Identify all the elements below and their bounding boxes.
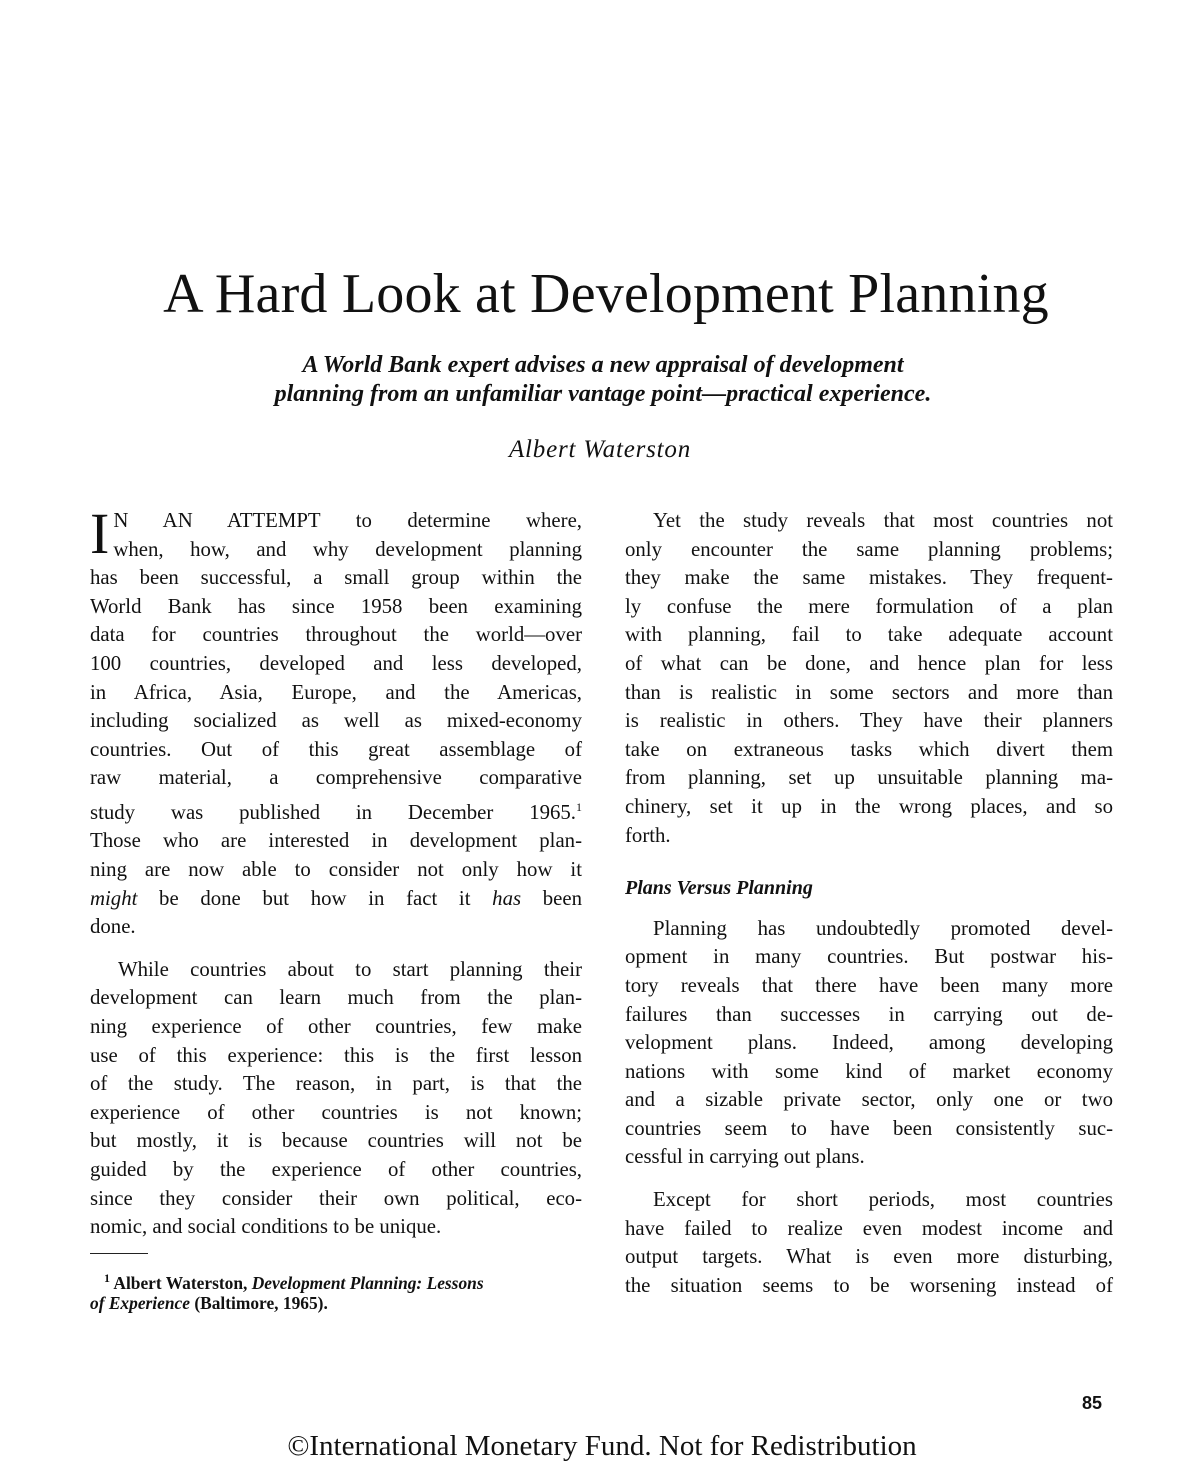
article-title: A Hard Look at Development Planning [163,263,1049,325]
text-line [90,885,582,914]
text-line: tory reveals that there have been many more [625,973,1113,997]
text-line: since they consider their own political, eco- [90,1186,582,1210]
footnote-author: Albert Waterston, [110,1272,252,1293]
text-line: chinery, set it up in the wrong places, and so [625,794,1113,818]
text-line: ly confuse the mere formulation of a plan [625,594,1113,618]
text-line: forth. [625,823,671,847]
text-line: ning experience of other countries, few make [90,1015,582,1039]
text-line: Those who are interested in development plan- [90,829,582,853]
article-subtitle [150,351,1056,409]
text-line: development can learn much from the plan- [90,986,582,1010]
text-fragment: be done but how in fact it [137,886,493,910]
text-line: Planning has undoubtedly promoted devel- [653,916,1113,940]
text-line: and a sizable private sector, only one or two [625,1088,1113,1112]
text-line: raw material, a comprehensive comparative [90,766,582,790]
paragraph [625,915,1113,1172]
text-line: Yet the study reveals that most countries not [653,509,1113,532]
paragraph [625,1186,1113,1300]
paragraph-intro [90,501,583,942]
page-number: 85 [1082,1393,1103,1413]
emphasis-has: has [492,886,522,910]
text-line: nations with some kind of market economy [625,1059,1113,1083]
text-fragment: study was published in December 1965. [90,800,576,824]
paragraph [625,507,1113,850]
text-line: take on extraneous tasks which divert them [625,737,1113,761]
footnote-book-title-cont: of Experience [90,1292,190,1313]
text-line: of what can be done, and hence plan for less [625,651,1113,675]
right-column [625,507,1113,1300]
text-line: than is realistic in some sectors and more than [625,680,1113,704]
text-line: from planning, set up unsuitable planning ma- [625,766,1113,790]
text-line: when, how, and why development planning [113,537,582,561]
text-line: experience of other countries is not known; [90,1100,582,1124]
text-line: data for countries throughout the world—over [90,623,582,647]
text-line: use of this experience: this is the first lesson [90,1043,582,1067]
paragraph [90,956,582,1242]
section-heading: Plans Versus Planning [625,877,813,900]
author-byline: Albert Waterston [508,436,691,463]
text-line: World Bank has since 1958 been examining [90,594,582,618]
text-line-with-footnote [90,793,582,828]
text-line: in Africa, Asia, Europe, and the Americas, [90,680,582,704]
text-line: the situation seems to be worsening instead of [625,1273,1113,1297]
subtitle-line: planning from an unfamiliar vantage point—practical experience. [274,381,932,407]
text-line: N AN ATTEMPT to determine where, [113,509,582,532]
text-line: is realistic in others. They have their planners [625,709,1113,733]
text-line: they make the same mistakes. They frequent- [625,566,1113,590]
text-line: of the study. The reason, in part, is that the [90,1072,582,1096]
text-line: with planning, fail to take adequate account [625,623,1113,647]
text-line: Except for short periods, most countries [653,1188,1113,1212]
text-line: cessful in carrying out plans. [625,1145,865,1169]
text-line: 100 countries, developed and less developed, [90,651,582,675]
text-line: ning are now able to consider not only how it [90,858,582,882]
subtitle-line: A World Bank expert advises a new appraisal of development [302,352,904,378]
text-line: While countries about to start planning their [118,957,582,981]
emphasis-might: might [90,886,138,910]
text-line: have failed to realize even modest income and [625,1216,1113,1240]
text-line: output targets. What is even more disturbing, [625,1245,1113,1269]
text-line: failures than successes in carrying out de- [625,1002,1113,1026]
footnote-publication: (Baltimore, 1965). [189,1292,328,1313]
text-line: but mostly, it is because countries will not be [90,1129,582,1153]
text-line: has been successful, a small group within the [90,566,582,590]
footnote-marker[interactable]: 1 [576,799,582,814]
text-line: including socialized as well as mixed-economy [90,709,582,733]
footnote-divider [90,1253,148,1254]
copyright-watermark: ©International Monetary Fund. Not for Redistribution [287,1430,917,1462]
text-line: countries. Out of this great assemblage of [90,737,582,761]
text-line: guided by the experience of other countries, [90,1157,582,1181]
drop-cap: I [90,501,110,566]
text-line: opment in many countries. But postwar his- [625,945,1113,969]
text-line: velopment plans. Indeed, among developing [625,1031,1113,1055]
footnote-number: 1 [104,1271,110,1285]
left-column [90,501,583,1242]
text-line: countries seem to have been consistently suc- [625,1116,1113,1140]
text-line: done. [90,915,136,939]
footnote [90,1268,582,1313]
text-line: nomic, and social conditions to be unique. [90,1215,442,1239]
text-line: only encounter the same planning problems; [625,537,1113,561]
footnote-book-title: Development Planning: Lessons [251,1272,484,1293]
text-fragment: been [521,886,583,910]
